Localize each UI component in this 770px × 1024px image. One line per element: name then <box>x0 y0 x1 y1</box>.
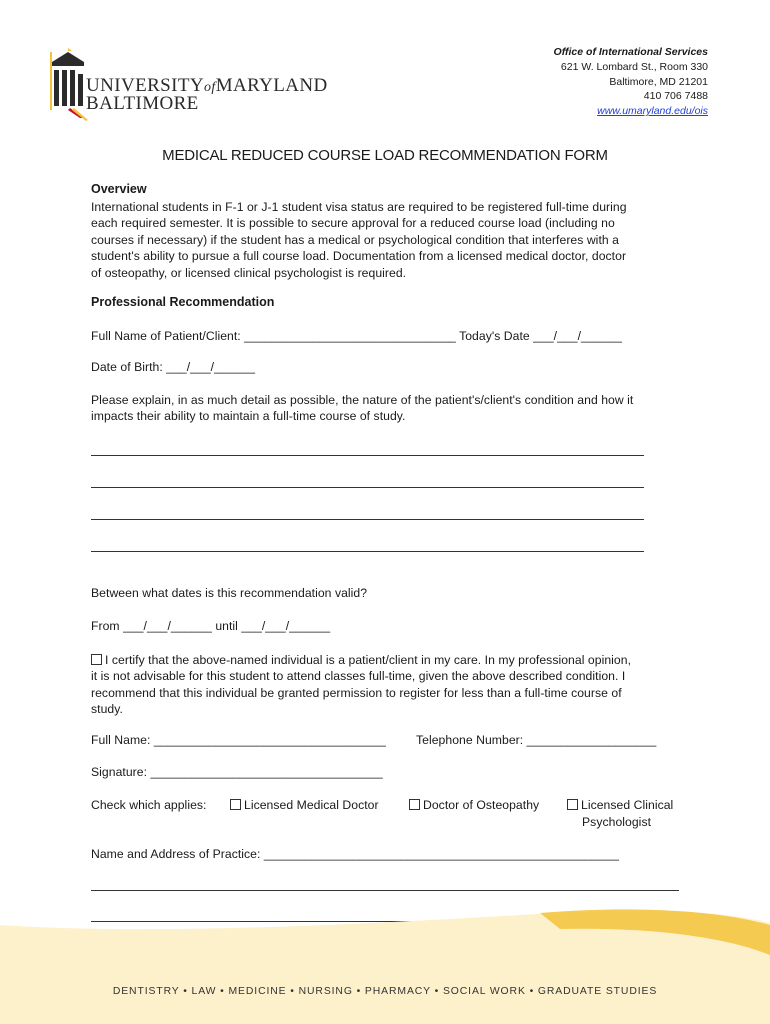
overview-line: of osteopathy, or licensed clinical psychologist is required. <box>91 265 407 280</box>
recommendation-heading: Professional Recommendation <box>91 295 275 309</box>
overview-line: courses if necessary) if the student has a medical or psychological condition that interferes with a <box>91 232 619 247</box>
office-city: Baltimore, MD 21201 <box>609 75 708 88</box>
option-licensed-medical-doctor[interactable]: Licensed Medical Doctor <box>230 797 379 813</box>
practice-name-address-field[interactable]: Name and Address of Practice: ____________________________________________________ <box>91 847 619 861</box>
patient-name-and-date-field[interactable]: Full Name of Patient/Client: _______________________________ Today's Date ___/___/______ <box>91 329 622 343</box>
footer-wave-decoration <box>0 905 770 1024</box>
check-which-applies-label: Check which applies: <box>91 798 207 812</box>
explain-prompt <box>91 392 691 425</box>
explanation-line-1[interactable] <box>91 455 644 456</box>
option-licensed-clinical-psychologist[interactable]: Licensed Clinical <box>567 797 673 813</box>
checkbox-osteopathy[interactable] <box>409 799 420 810</box>
certify-line: I certify that the above-named individual is a patient/client in my care. In my professional opinion, <box>91 652 691 668</box>
validity-dates-field[interactable]: From ___/___/______ until ___/___/______ <box>91 619 331 633</box>
checkbox-psychologist[interactable] <box>567 799 578 810</box>
office-street: 621 W. Lombard St., Room 330 <box>560 60 708 73</box>
logo-wordmark-line1: UNIVERSITYofMARYLAND <box>86 75 328 96</box>
explanation-line-4[interactable] <box>91 551 644 552</box>
explanation-line-2[interactable] <box>91 487 644 488</box>
logo-wordmark-line2: BALTIMORE <box>86 93 199 114</box>
office-title: Office of International Services <box>553 46 708 58</box>
office-phone: 410 706 7488 <box>643 90 708 103</box>
option-doctor-of-osteopathy[interactable]: Doctor of Osteopathy <box>409 797 539 813</box>
logo-building-icon <box>50 48 90 122</box>
overview-line: each required semester. It is possible to secure approval for a reduced course load (including no <box>91 216 615 231</box>
provider-full-name-field[interactable]: Full Name: __________________________________ <box>91 733 387 747</box>
explanation-line-3[interactable] <box>91 519 644 520</box>
checkbox-medical-doctor[interactable] <box>230 799 241 810</box>
date-of-birth-field[interactable]: Date of Birth: ___/___/______ <box>91 360 256 374</box>
explain-line: Please explain, in as much detail as possible, the nature of the patient's/client's condition and how it <box>91 393 634 407</box>
certification-paragraph <box>91 652 691 718</box>
office-address-block <box>554 45 708 119</box>
office-website-link[interactable]: www.umaryland.edu/ois <box>597 105 708 118</box>
option-psychologist-continued: Psychologist <box>582 815 652 829</box>
dates-question: Between what dates is this recommendation valid? <box>91 586 368 600</box>
certify-line: recommend that this individual be granted permission to register for less than a full-time course of <box>91 685 622 700</box>
signature-field[interactable]: Signature: __________________________________ <box>91 765 383 779</box>
practice-address-line-2[interactable] <box>91 890 679 891</box>
telephone-field[interactable]: Telephone Number: ___________________ <box>416 733 657 747</box>
certify-checkbox[interactable] <box>91 654 102 665</box>
overview-line: International students in F-1 or J-1 student visa status are required to be registered full-time during <box>91 200 627 214</box>
certify-line: it is not advisable for this student to attend classes full-time, given the above described condition. I <box>91 669 626 684</box>
form-title: MEDICAL REDUCED COURSE LOAD RECOMMENDATION FORM <box>162 147 608 164</box>
overview-paragraph <box>91 199 691 281</box>
overview-line: student's ability to pursue a full course load. Documentation from a licensed medical doctor, doctor <box>91 249 627 264</box>
explain-line: impacts their ability to maintain a full-time course of study. <box>91 409 406 424</box>
overview-heading: Overview <box>91 182 147 196</box>
footer-schools: DENTISTRY • LAW • MEDICINE • NURSING • PHARMACY • SOCIAL WORK • GRADUATE STUDIES <box>112 986 658 997</box>
certify-line: study. <box>91 702 123 717</box>
